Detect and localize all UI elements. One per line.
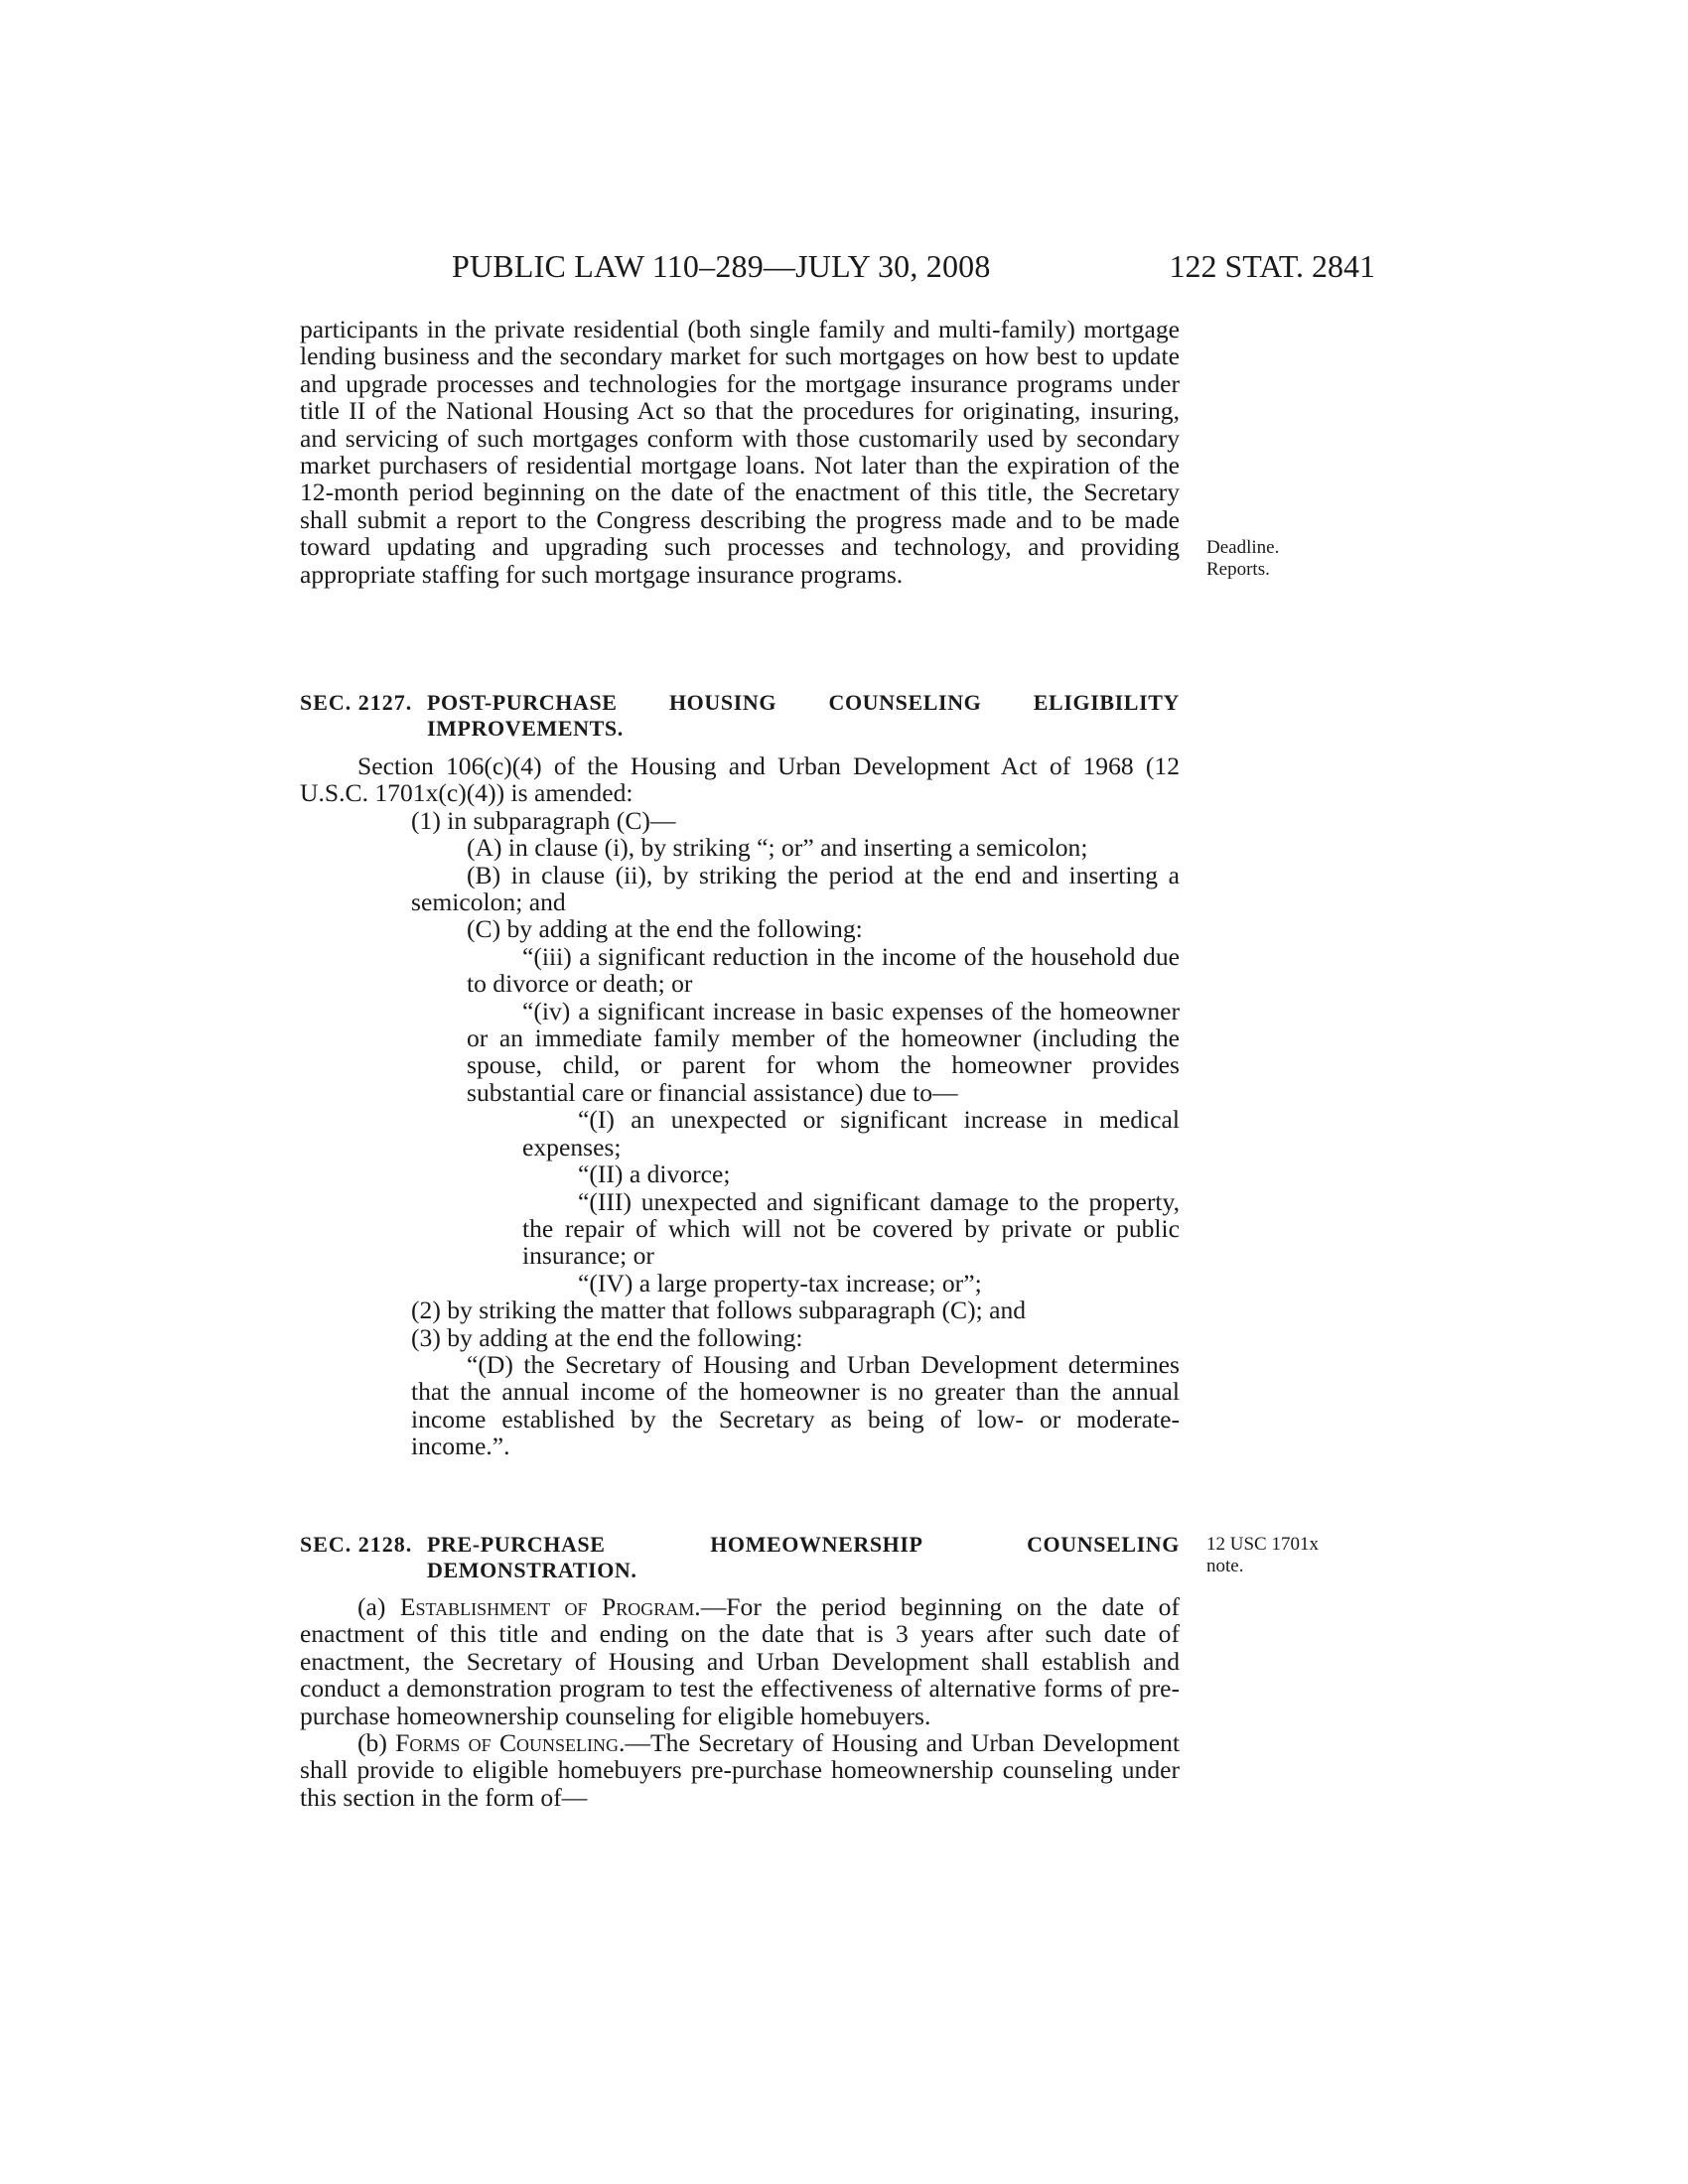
section-title: POST-PURCHASE HOUSING COUNSELING ELIGIBILITY IMPROVEMENTS. bbox=[427, 690, 1180, 741]
item-B: (B) in clause (ii), by striking the period at the end and inserting a semicolon; and bbox=[411, 860, 1180, 917]
item-A: (A) in clause (i), by striking “; or” and inserting a semicolon; bbox=[467, 833, 1088, 863]
subparagraph-D: “(D) the Secretary of Housing and Urban Development determines that the annual income of the homeowner is no greater than the annual income established by the Secretary as being of low- or moderate-income.”. bbox=[411, 1349, 1180, 1461]
item-1: (1) in subparagraph (C)— bbox=[411, 805, 676, 835]
subclause-II: “(II) a divorce; bbox=[578, 1160, 731, 1189]
subsection-b bbox=[300, 1729, 1180, 1811]
subsection-b-heading: Forms of Counseling. bbox=[395, 1728, 626, 1758]
margin-usc: 12 USC 1701x bbox=[1206, 1534, 1319, 1555]
item-C: (C) by adding at the end the following: bbox=[467, 914, 863, 944]
section-title: PRE-PURCHASE HOMEOWNERSHIP COUNSELING DEMONSTRATION. bbox=[427, 1532, 1180, 1582]
subsection-a-heading: Establishment of Program. bbox=[399, 1592, 701, 1621]
section-2128-body bbox=[300, 1593, 1180, 1811]
clause-iv: “(iv) a significant increase in basic expenses of the homeowner or an immediate family member of the homeowner (including the spouse, child, or parent for whom the homeowner provides substantial care or financial assistance) due to— bbox=[467, 996, 1180, 1107]
margin-deadline: Deadline. bbox=[1206, 537, 1280, 558]
section-number: SEC. 2128. bbox=[300, 1532, 413, 1557]
section-intro: Section 106(c)(4) of the Housing and Urban Development Act of 1968 (12 U.S.C. 1701x(c)(4)) is amended: bbox=[300, 751, 1180, 808]
subsection-a-label: (a) bbox=[357, 1592, 400, 1621]
subsection-b-label: (b) bbox=[357, 1728, 396, 1758]
margin-note: note. bbox=[1206, 1556, 1244, 1576]
running-head: PUBLIC LAW 110–289—JULY 30, 2008 bbox=[452, 248, 991, 284]
margin-note-deadline bbox=[1206, 537, 1279, 581]
margin-reports: Reports. bbox=[1206, 559, 1270, 580]
subclause-IV: “(IV) a large property-tax increase; or”; bbox=[578, 1268, 982, 1297]
item-2: (2) by striking the matter that follows subparagraph (C); and bbox=[411, 1296, 1027, 1325]
subsection-a-text: —For the period beginning on the date of enactment of this title and ending on the date that is 3 years after such date of enactment, the Secretary of Housing and Urban Development shall establish and conduct a demonstration program to test the effectiveness of alternative forms of pre-purchase homeownership counseling for eligible homebuyers. bbox=[300, 1592, 1180, 1730]
section-heading bbox=[300, 1532, 1180, 1583]
section-2127-body bbox=[300, 752, 1180, 1460]
page-number: 122 STAT. 2841 bbox=[1169, 248, 1375, 284]
section-number: SEC. 2127. bbox=[300, 690, 413, 715]
subsection-a bbox=[300, 1593, 1180, 1729]
opening-paragraph: participants in the private residential (both single family and multi-family) mortgage lending business and the secondary market for such mortgages on how best to update and upgrade processes and technologies for the mortgage insurance programs under title II of the National Housing Act so that the procedures for originating, insuring, and servicing of such mortgages conform with those customarily used by secondary market purchasers of residential mortgage loans. Not later than the expiration of the 12-month period beginning on the date of the enactment of this title, the Secretary shall submit a report to the Congress describing the progress made and to be made toward updating and upgrading such processes and technology, and providing appropriate staffing for such mortgage insurance programs. bbox=[300, 315, 1180, 589]
subclause-III: “(III) unexpected and significant damage to the property, the repair of which will not be covered by private or public insurance; or bbox=[522, 1186, 1180, 1271]
item-3: (3) by adding at the end the following: bbox=[411, 1322, 803, 1352]
clause-iii: “(iii) a significant reduction in the income of the household due to divorce or death; or bbox=[467, 941, 1180, 999]
page-header bbox=[452, 248, 1375, 288]
margin-note-usc bbox=[1206, 1534, 1319, 1577]
section-heading bbox=[300, 690, 1180, 742]
subclause-I: “(I) an unexpected or significant increase in medical expenses; bbox=[522, 1105, 1180, 1161]
subsection-b-text: —The Secretary of Housing and Urban Development shall provide to eligible homebuyers pre-purchase homeownership counseling under this section in the form of— bbox=[300, 1728, 1180, 1812]
